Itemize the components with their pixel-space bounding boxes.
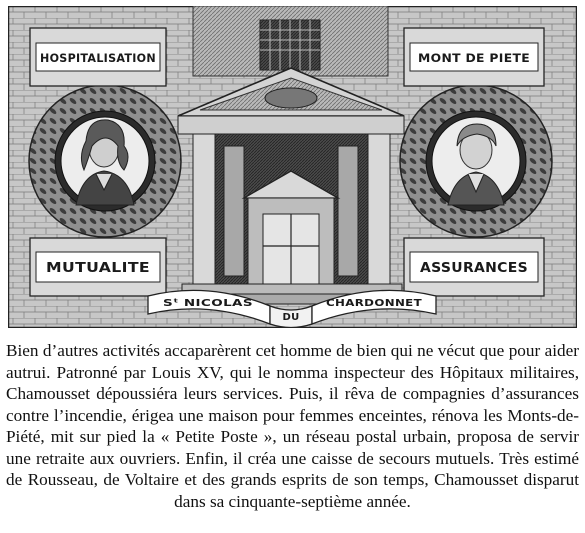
portrait-medallion-left <box>29 85 181 237</box>
caption-block <box>6 340 579 512</box>
plaque-top-right <box>404 28 544 86</box>
plaque-top-left <box>30 28 166 86</box>
portrait-medallion-right <box>400 85 552 237</box>
ribbon-text-center: DU <box>282 312 300 323</box>
ribbon-text-left: Sᵗ NICOLAS <box>163 298 253 309</box>
plaque-label-mutualite: MUTUALITE <box>46 261 150 276</box>
church-facade <box>172 6 412 304</box>
engraving-illustration <box>8 6 577 328</box>
ribbon-text-right: CHARDONNET <box>326 298 422 309</box>
engraving-svg <box>8 6 577 328</box>
plaque-bottom-left <box>30 238 166 296</box>
plaque-label-mont-de-piete: MONT DE PIETE <box>418 51 530 65</box>
plaque-label-hospitalisation: HOSPITALISATION <box>40 51 156 65</box>
plaque-bottom-right <box>404 238 544 296</box>
plaque-label-assurances: ASSURANCES <box>420 261 528 276</box>
caption-paragraph: Bien d’autres activités accaparèrent cet homme de bien qui ne vécut que pour aider autrui. Patronné par Louis XV, qui le nomma inspecteur des Hôpitaux militaires, Chamousset dépoussiéra leurs services. Puis, il rêva de compagnies d’assurances contre l’incendie, érigea une maison pour femmes enceintes, rénova les Monts-de-Piété, mit sur pied la « Petite Poste », un réseau postal urbain, proposa de servir une retraite aux ouvriers. Enfin, il créa une caisse de secours mutuels. Très estimé de Rousseau, de Voltaire et des grands esprits de son temps, Chamousset disparut dans sa cinquante-septième année. <box>6 341 579 511</box>
